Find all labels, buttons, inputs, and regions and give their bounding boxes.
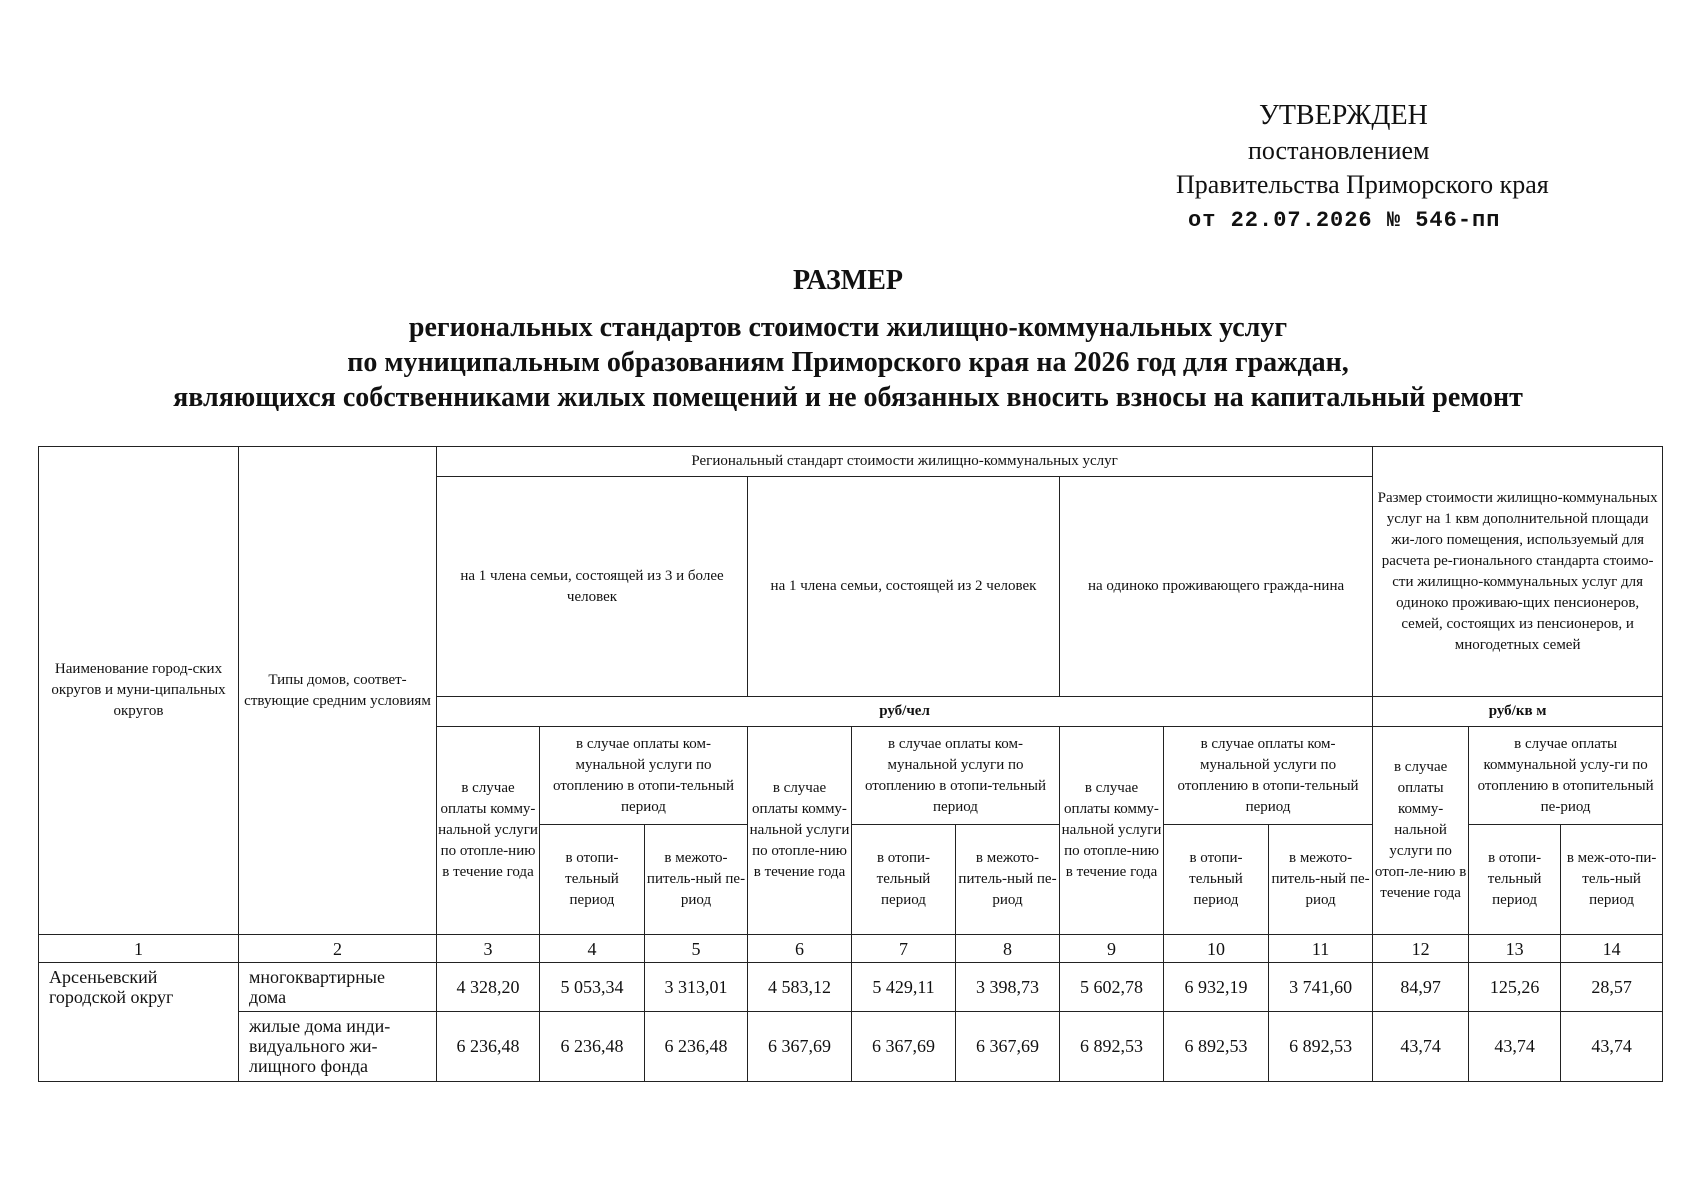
value-cell: 6 892,53 [1060, 1012, 1164, 1082]
header-in-season-sqm: в отопи-тельный период [1469, 825, 1561, 935]
table-row [39, 1012, 1663, 1082]
header-regional-standard: Региональный стандарт стоимости жилищно-коммунальных услуг [437, 447, 1373, 477]
header-in-season-3plus: в отопи-тельный период [540, 825, 645, 935]
header-municipality: Наименование город-ских округов и муни-ципальных округов [39, 447, 239, 935]
value-cell: 6 367,69 [852, 1012, 956, 1082]
header-house-types: Типы домов, соответ-ствующие средним условиям [239, 447, 437, 935]
approval-by: постановлением [1248, 136, 1430, 165]
header-year-round-3plus: в случае оплаты комму-нальной услуги по отопле-нию в течение года [437, 727, 540, 935]
approval-date-number: от 22.07.2026 № 546-пп [1188, 208, 1501, 233]
column-number: 7 [852, 935, 956, 963]
column-numbers-row [39, 935, 1663, 963]
header-unit-sqm: руб/кв м [1373, 697, 1663, 727]
column-number: 13 [1469, 935, 1561, 963]
column-number: 8 [956, 935, 1060, 963]
column-number: 2 [239, 935, 437, 963]
column-number: 3 [437, 935, 540, 963]
value-cell: 4 328,20 [437, 963, 540, 1012]
house-type: многоквартирные дома [239, 963, 437, 1012]
column-number: 1 [39, 935, 239, 963]
header-off-season-2: в межото-питель-ный пе-риод [956, 825, 1060, 935]
value-cell: 6 367,69 [748, 1012, 852, 1082]
value-cell: 6 932,19 [1164, 963, 1269, 1012]
value-cell: 6 236,48 [645, 1012, 748, 1082]
header-heating-single: в случае оплаты ком-мунальной услуги по отоплению в отопи-тельный период [1164, 727, 1373, 825]
document-subtitle-line-1: региональных стандартов стоимости жилищно-коммунальных услуг [408, 312, 1288, 343]
header-off-season-3plus: в межото-питель-ный пе-риод [645, 825, 748, 935]
value-cell: 6 236,48 [540, 1012, 645, 1082]
value-cell: 125,26 [1469, 963, 1561, 1012]
document-title: РАЗМЕР [792, 265, 904, 296]
house-type: жилые дома инди-видуального жи-лищного фонда [239, 1012, 437, 1082]
column-number: 12 [1373, 935, 1469, 963]
column-number: 4 [540, 935, 645, 963]
column-number: 10 [1164, 935, 1269, 963]
value-cell: 84,97 [1373, 963, 1469, 1012]
value-cell: 4 583,12 [748, 963, 852, 1012]
column-number: 6 [748, 935, 852, 963]
header-off-season-sqm: в меж-ото-пи-тель-ный период [1561, 825, 1663, 935]
header-year-round-2: в случае оплаты комму-нальной услуги по отопле-нию в течение года [748, 727, 852, 935]
value-cell: 3 313,01 [645, 963, 748, 1012]
header-off-season-single: в межото-питель-ный пе-риод [1269, 825, 1373, 935]
standards-table [38, 446, 1663, 1082]
approval-title: УТВЕРЖДЕН [1259, 100, 1428, 131]
value-cell: 6 367,69 [956, 1012, 1060, 1082]
header-heating-sqm: в случае оплаты коммунальной услу-ги по отоплению в отопительный пе-риод [1469, 727, 1663, 825]
header-heating-3plus: в случае оплаты ком-мунальной услуги по отоплению в отопи-тельный период [540, 727, 748, 825]
header-family-2: на 1 члена семьи, состоящей из 2 человек [748, 477, 1060, 697]
header-family-3plus: на 1 члена семьи, состоящей из 3 и более человек [437, 477, 748, 697]
header-extra-area: Размер стоимости жилищно-коммунальных услуг на 1 квм дополнительной площади жи-лого помещения, используемый для расчета ре-гионального стандарта стоимо-сти жилищно-коммунальных услуг для одиноко проживаю-щих пенсионеров, семей, состоящих из пенсионеров, и многодетных семей [1373, 447, 1663, 697]
header-heating-2: в случае оплаты ком-мунальной услуги по отоплению в отопи-тельный период [852, 727, 1060, 825]
municipality-name: Арсеньевский городской округ [39, 963, 239, 1082]
header-in-season-2: в отопи-тельный период [852, 825, 956, 935]
header-year-round-sqm: в случае оплаты комму-нальной услуги по отоп-ле-нию в течение года [1373, 727, 1469, 935]
value-cell: 3 741,60 [1269, 963, 1373, 1012]
value-cell: 5 429,11 [852, 963, 956, 1012]
document-subtitle-line-3: являющихся собственниками жилых помещений и не обязанных вносить взносы на капитальный ремонт [173, 382, 1523, 413]
column-number: 5 [645, 935, 748, 963]
value-cell: 3 398,73 [956, 963, 1060, 1012]
header-year-round-single: в случае оплаты комму-нальной услуги по отопле-нию в течение года [1060, 727, 1164, 935]
header-in-season-single: в отопи-тельный период [1164, 825, 1269, 935]
header-single: на одиноко проживающего гражда-нина [1060, 477, 1373, 697]
approval-authority: Правительства Приморского края [1176, 170, 1549, 199]
value-cell: 6 236,48 [437, 1012, 540, 1082]
value-cell: 6 892,53 [1164, 1012, 1269, 1082]
value-cell: 28,57 [1561, 963, 1663, 1012]
value-cell: 43,74 [1469, 1012, 1561, 1082]
header-unit-person: руб/чел [437, 697, 1373, 727]
column-number: 14 [1561, 935, 1663, 963]
value-cell: 43,74 [1373, 1012, 1469, 1082]
column-number: 11 [1269, 935, 1373, 963]
document-subtitle-line-2: по муниципальным образованиям Приморского края на 2026 год для граждан, [347, 347, 1349, 378]
value-cell: 5 053,34 [540, 963, 645, 1012]
value-cell: 43,74 [1561, 1012, 1663, 1082]
column-number: 9 [1060, 935, 1164, 963]
value-cell: 6 892,53 [1269, 1012, 1373, 1082]
table-row [39, 963, 1663, 1012]
value-cell: 5 602,78 [1060, 963, 1164, 1012]
